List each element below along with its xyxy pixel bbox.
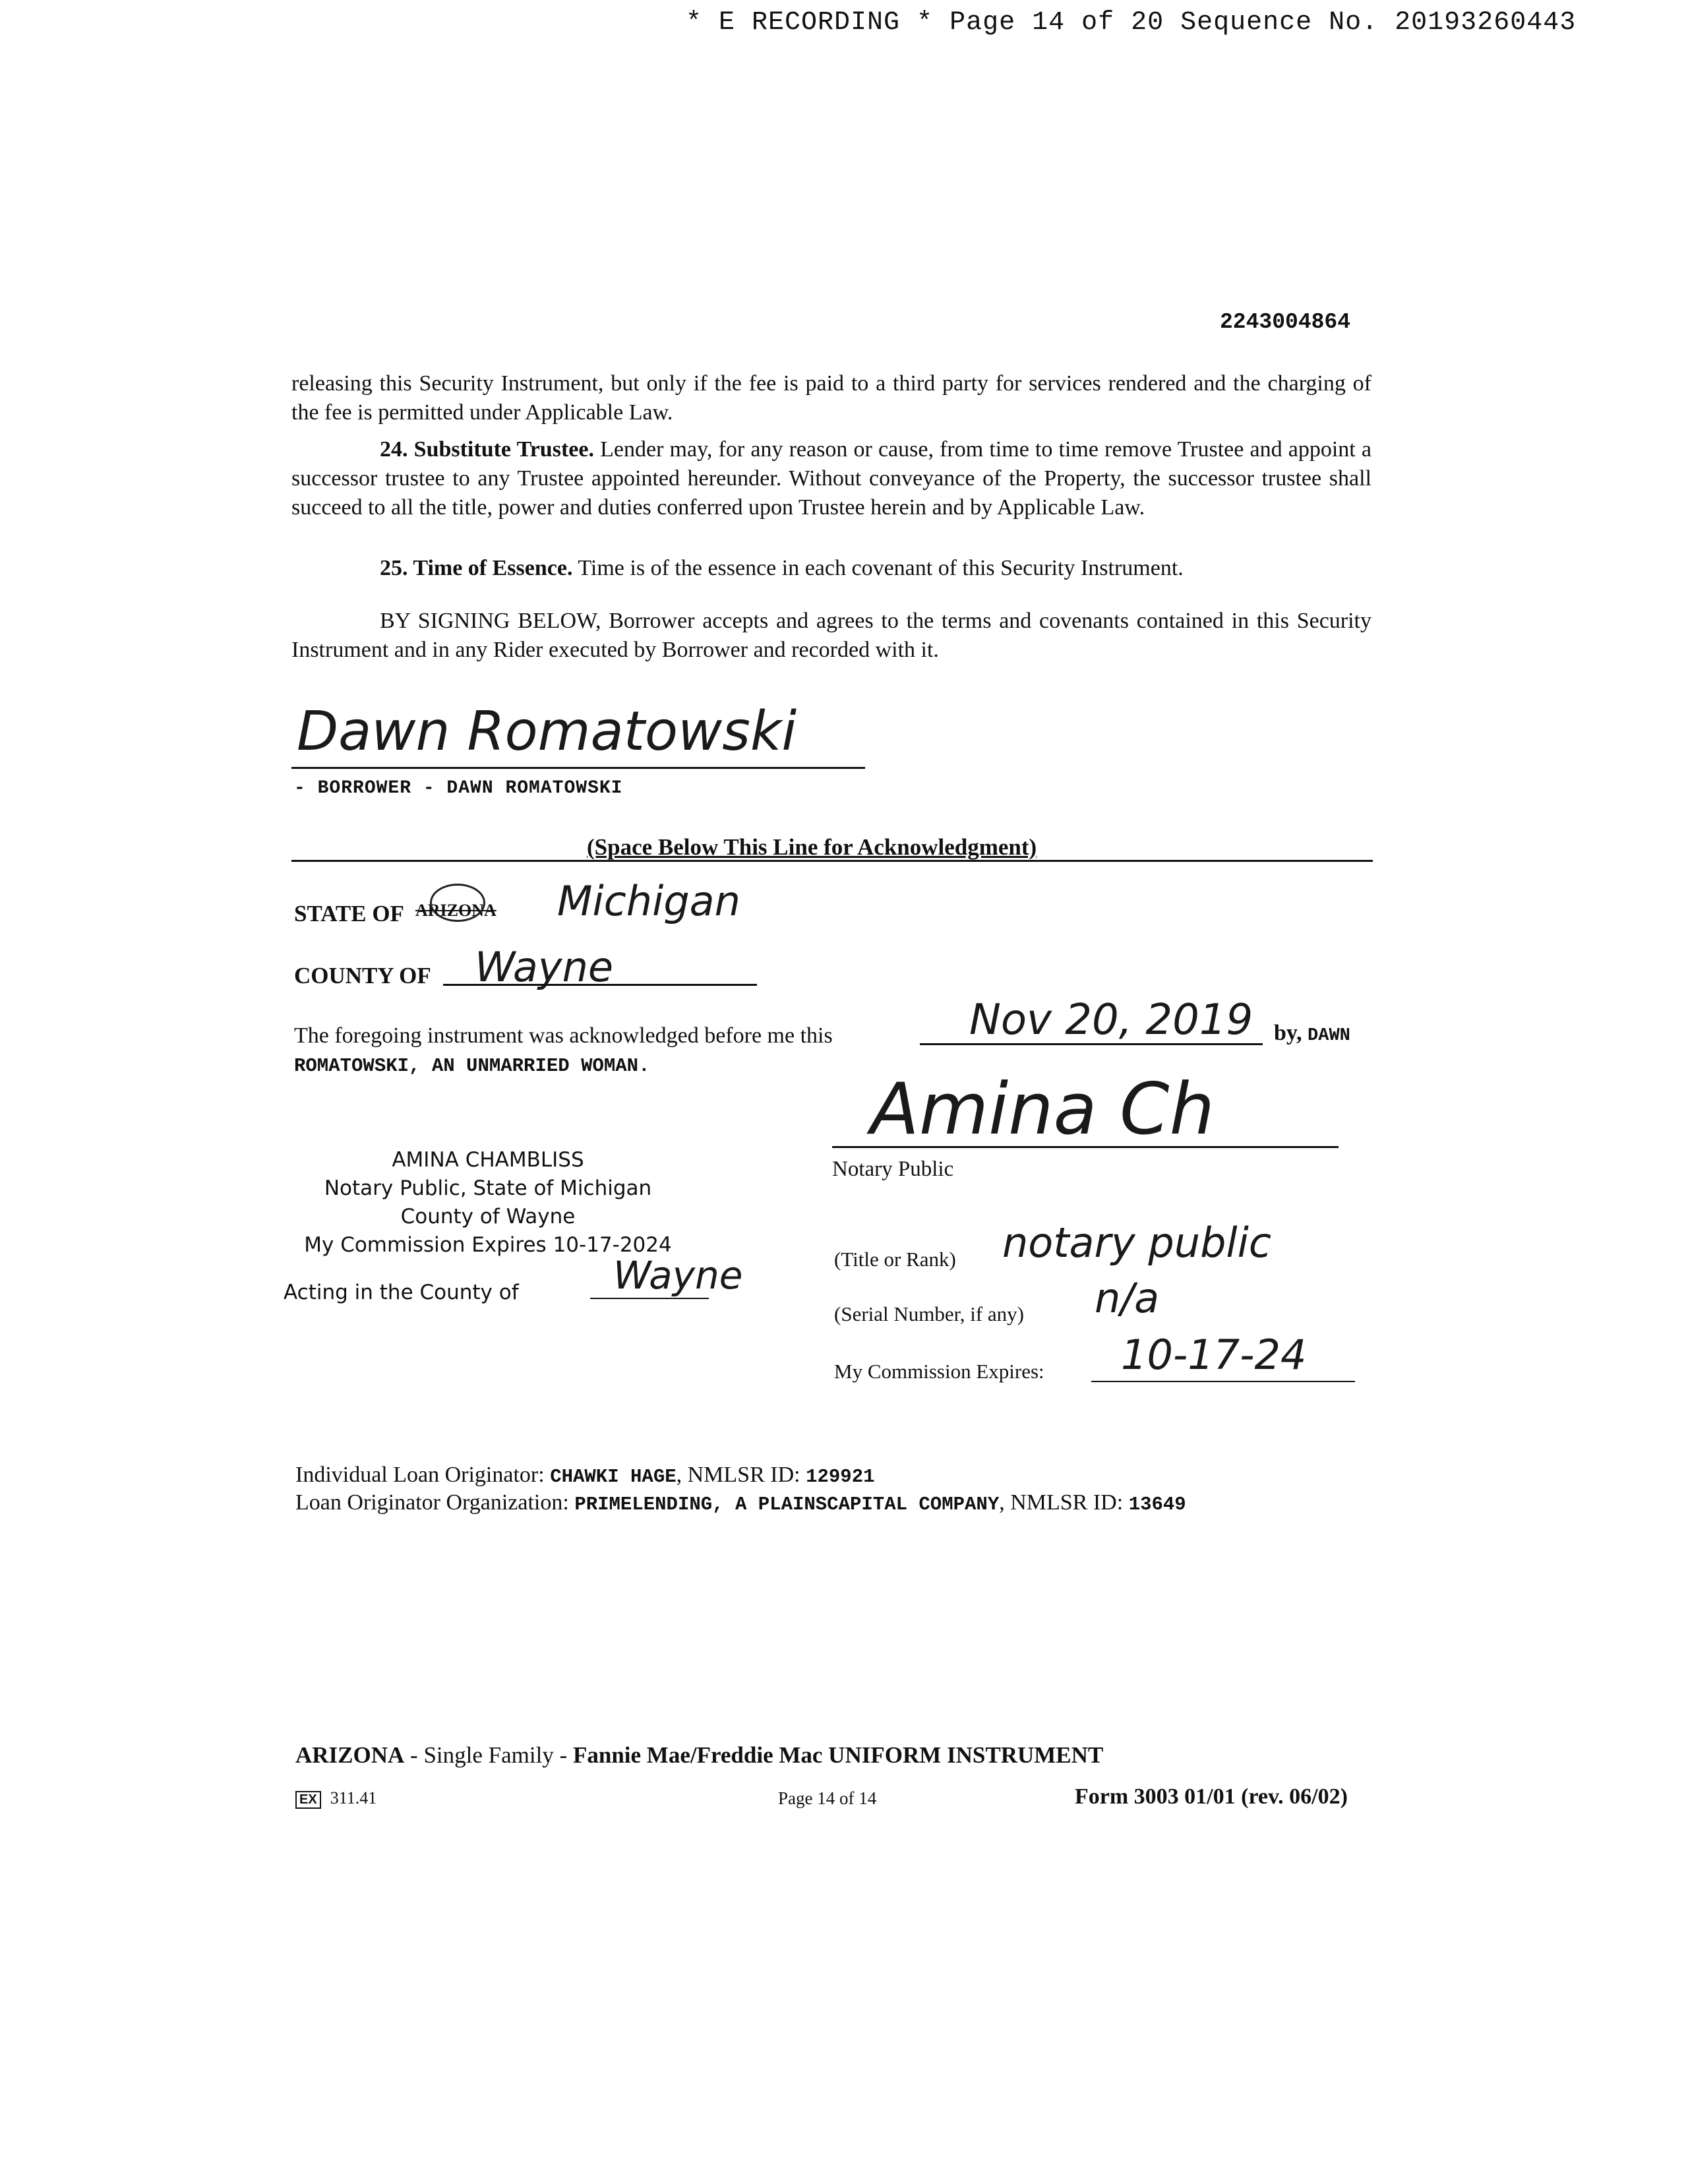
org-name: PRIMELENDING, A PLAINSCAPITAL COMPANY [574,1494,1000,1515]
title-rank-value: notary public [1002,1219,1271,1267]
individual-nmlsr-id: 129921 [806,1466,875,1488]
section-24-title: 24. Substitute Trustee. [380,437,594,462]
foregoing-text: The foregoing instrument was acknowledged before me this [294,1023,833,1048]
individual-originator [295,1463,875,1488]
footer-code-number: 311.41 [330,1788,377,1807]
by-name: DAWN [1308,1026,1350,1046]
org-label: Loan Originator Organization: [295,1490,569,1515]
stamp-line-2: County of Wayne [400,1205,576,1228]
serial-number-label: (Serial Number, if any) [834,1302,1024,1325]
commission-expires-label: My Commission Expires: [834,1360,1044,1383]
ex-logo-icon: EX [295,1791,321,1809]
stamp-line-3: My Commission Expires 10-17-2024 [304,1233,672,1257]
scribble-mark [430,884,485,922]
commission-expires-value: 10-17-24 [1121,1331,1307,1379]
section-24-text: Lender may, for any reason or cause, from time to time remove Trustee and appoint a successor trustee to any Trustee appointed hereunder. Without conveyance of the Property, the successor trustee shall succeed to all the title, power and duties conferred upon Trustee herein and by Applicable Law. [291,437,1372,520]
signing-paragraph: BY SIGNING BELOW, Borrower accepts and agrees to the terms and covenants contained in this Security Instrument and in any Rider executed by Borrower and recorded with it. [291,609,1372,662]
originator-organization [295,1490,1186,1515]
section-25-title: 25. Time of Essence. [380,556,573,580]
stamp-line-4: Acting in the County of [284,1281,519,1304]
org-nmlsr-id: 13649 [1128,1494,1186,1515]
acknowledgment-title: (Space Below This Line for Acknowledgment) [587,834,1037,860]
footer-title-bold: Fannie Mae/Freddie Mac UNIFORM INSTRUMENT [572,1742,1104,1768]
org-nmlsr-label: , NMLSR ID: [999,1490,1124,1515]
fee-paragraph: releasing this Security Instrument, but only if the fee is paid to a third party for services rendered and the charging of the fee is permitted under Applicable Law. [291,371,1372,425]
footer-title-mid: - Single Family - [410,1742,568,1768]
footer-form-number: Form 3003 01/01 (rev. 06/02) [1075,1784,1348,1809]
county-line [443,984,757,986]
individual-originator-name: CHAWKI HAGE [550,1466,677,1488]
serial-number-value: n/a [1095,1274,1160,1322]
borrower-signature: Dawn Romatowski [297,700,797,763]
individual-nmlsr-label: , NMLSR ID: [676,1463,800,1487]
commission-expires-line [1091,1381,1355,1382]
footer-page-number: Page 14 of 14 [778,1788,877,1808]
notary-signature: Amina Ch [870,1068,1215,1151]
county-handwritten: Wayne [475,943,614,991]
stamp-name: AMINA CHAMBLISS [392,1148,584,1172]
date-handwritten: Nov 20, 2019 [969,996,1253,1045]
stamp-line-1: Notary Public, State of Michigan [324,1176,652,1200]
section-25-text: Time is of the essence in each covenant of this Security Instrument. [578,556,1184,580]
stamp-acting-county: Wayne [613,1253,743,1298]
loan-number: 2243004864 [1220,310,1351,334]
notary-stamp [284,1146,692,1259]
title-rank-label: (Title or Rank) [834,1248,956,1271]
name-line: ROMATOWSKI, AN UNMARRIED WOMAN. [294,1055,650,1077]
borrower-label: - BORROWER - DAWN ROMATOWSKI [294,778,623,799]
state-handwritten: Michigan [557,877,740,925]
by-clause [1274,1021,1350,1046]
footer-state: ARIZONA [295,1742,405,1768]
date-line [920,1043,1263,1045]
notary-signature-line [832,1146,1339,1148]
section-25-paragraph [291,554,1372,583]
by-text: by, [1274,1021,1302,1045]
acting-county-line [590,1298,709,1299]
state-label: STATE OF [294,901,404,926]
borrower-signature-line [291,767,865,769]
notary-public-label: Notary Public [832,1157,954,1181]
footer-code [295,1788,377,1809]
county-label: COUNTY OF [294,963,431,988]
recording-header: * E RECORDING * Page 14 of 20 Sequence No. 20193260443 [686,8,1577,38]
individual-originator-label: Individual Loan Originator: [295,1463,545,1487]
footer-title [295,1742,1103,1769]
acknowledgment-divider [291,860,1373,862]
section-24-paragraph [291,435,1372,522]
state-struck-text: ARIZONA [415,901,497,920]
